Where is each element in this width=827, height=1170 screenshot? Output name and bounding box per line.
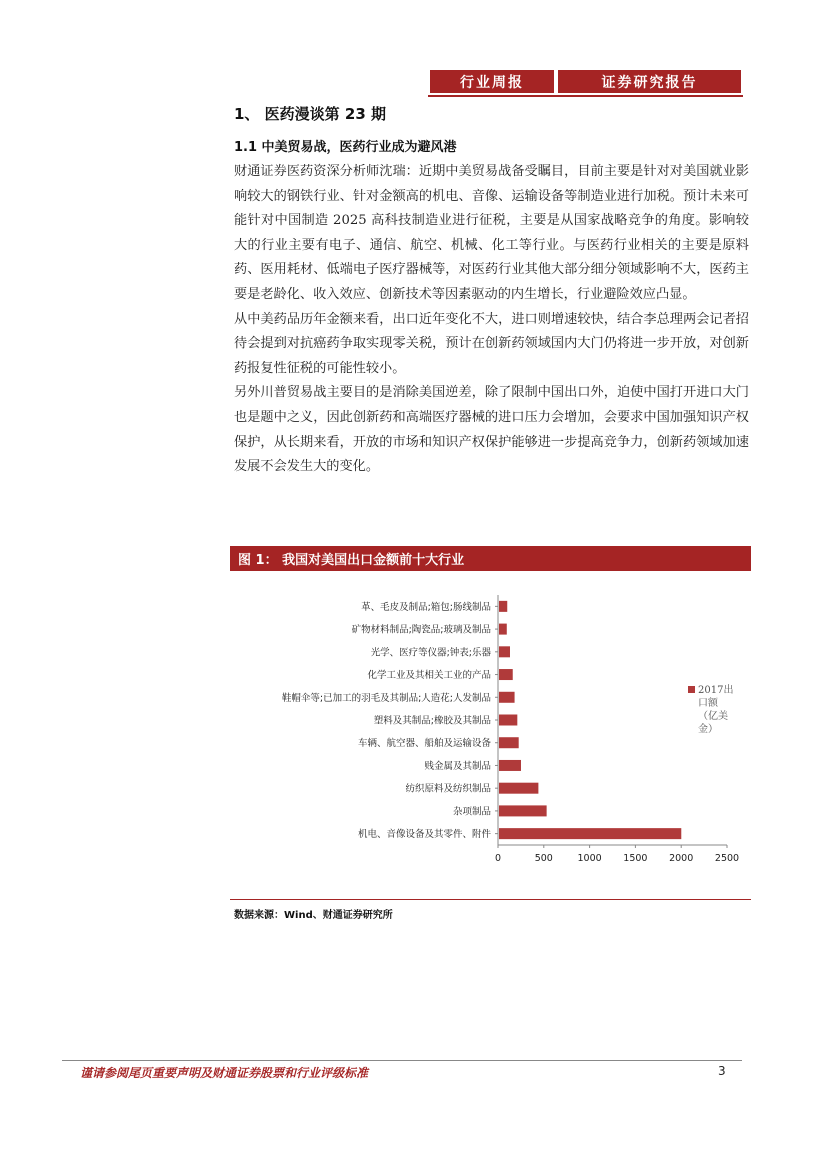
chart-bar: [499, 737, 519, 748]
chart-bar: [499, 624, 507, 635]
y-tick-label: 革、毛皮及制品;箱包;肠线制品: [361, 601, 491, 613]
figure-bottom-divider: [230, 899, 751, 900]
chart-bar: [499, 715, 517, 726]
legend-label: 金）: [698, 724, 718, 735]
y-tick-label: 车辆、航空器、船舶及运输设备: [357, 738, 491, 750]
x-tick-label: 1000: [577, 853, 602, 864]
y-tick-label: 机电、音像设备及其零件、附件: [357, 829, 491, 841]
x-tick-label: 0: [494, 853, 502, 864]
body-text: [234, 160, 749, 480]
y-tick-label: 杂项制品: [452, 806, 491, 818]
x-tick-label: 2500: [714, 853, 740, 864]
chart-bar: [499, 601, 507, 612]
page-number: 3: [718, 1064, 726, 1078]
figure-source: 数据来源：Wind、财通证券研究所: [234, 910, 393, 921]
x-tick-label: 500: [534, 853, 553, 864]
legend-swatch: [688, 686, 695, 693]
header-tab-securities-report: 证券研究报告: [558, 70, 741, 93]
y-tick-label: 鞋帽伞等;已加工的羽毛及其制品;人造花;人发制品: [281, 692, 491, 704]
chart-bar: [499, 646, 510, 657]
y-tick-label: 贱金属及其制品: [424, 760, 491, 772]
section-subheading: 1.1 中美贸易战，医药行业成为避风港: [234, 140, 457, 155]
x-tick-label: 1500: [623, 853, 648, 864]
y-tick-label: 矿物材料制品;陶瓷品;玻璃及制品: [351, 624, 491, 636]
footer-divider: [62, 1060, 742, 1061]
chart-bar: [499, 805, 547, 816]
x-tick-label: 2000: [669, 853, 694, 864]
header-divider: [428, 95, 743, 97]
legend-label: 口额: [698, 698, 718, 709]
y-tick-label: 纺织原料及纺织制品: [405, 783, 491, 795]
legend-label: 2017出: [698, 685, 734, 696]
chart-bar: [499, 828, 681, 839]
footer-disclaimer: 谨请参阅尾页重要声明及财通证券股票和行业评级标准: [80, 1066, 369, 1080]
y-tick-label: 光学、医疗等仪器;钟表;乐器: [370, 647, 491, 659]
y-tick-label: 化学工业及其相关工业的产品: [367, 670, 491, 682]
chart-bar: [499, 692, 515, 703]
section-heading: 1、 医药漫谈第 23 期: [234, 105, 386, 123]
paragraph-3: 另外川普贸易战主要目的是消除美国逆差，除了限制中国出口外，迫使中国打开进口大门也是题中之义，因此创新药和高端医疗器械的进口压力会增加，会要求中国加强知识产权保护，从长期来看，开放的市场和知识产权保护能够进一步提高竞争力，创新药领域加速发展不会发生大的变化。: [234, 385, 749, 475]
paragraph-1: 财通证券医药资深分析师沈瑞：近期中美贸易战备受瞩目，目前主要是针对对美国就业影响较大的钢铁行业、针对金额高的机电、音像、运输设备等制造业进行加税。预计未来可能针对中国制造 2025 高科技制造业进行征税，主要是从国家战略竞争的角度。影响较大的行业主要有电子、通信、航空、机械、化工等行业。与医药行业相关的主要是原料药、医用耗材、低端电子医疗器械等，对医药行业其他大部分细分领域影响不大，医药主要是老龄化、收入效应、创新技术等因素驱动的内生增长，行业避险效应凸显。: [234, 164, 749, 302]
chart-bar: [499, 760, 521, 771]
figure-title: 图 1： 我国对美国出口金额前十大行业: [230, 546, 751, 571]
chart-bar: [499, 669, 513, 680]
y-tick-label: 塑料及其制品;橡胶及其制品: [373, 715, 491, 727]
legend-label: （亿美: [698, 711, 728, 722]
export-bar-chart: [230, 575, 751, 897]
header-tab-industry-weekly: 行业周报: [430, 70, 554, 93]
chart-bar: [499, 783, 538, 794]
paragraph-2: 从中美药品历年金额来看，出口近年变化不大，进口则增速较快，结合李总理两会记者招待会提到对抗癌药争取实现零关税，预计在创新药领域国内大门仍将进一步开放，对创新药报复性征税的可能性较小。: [234, 311, 749, 376]
